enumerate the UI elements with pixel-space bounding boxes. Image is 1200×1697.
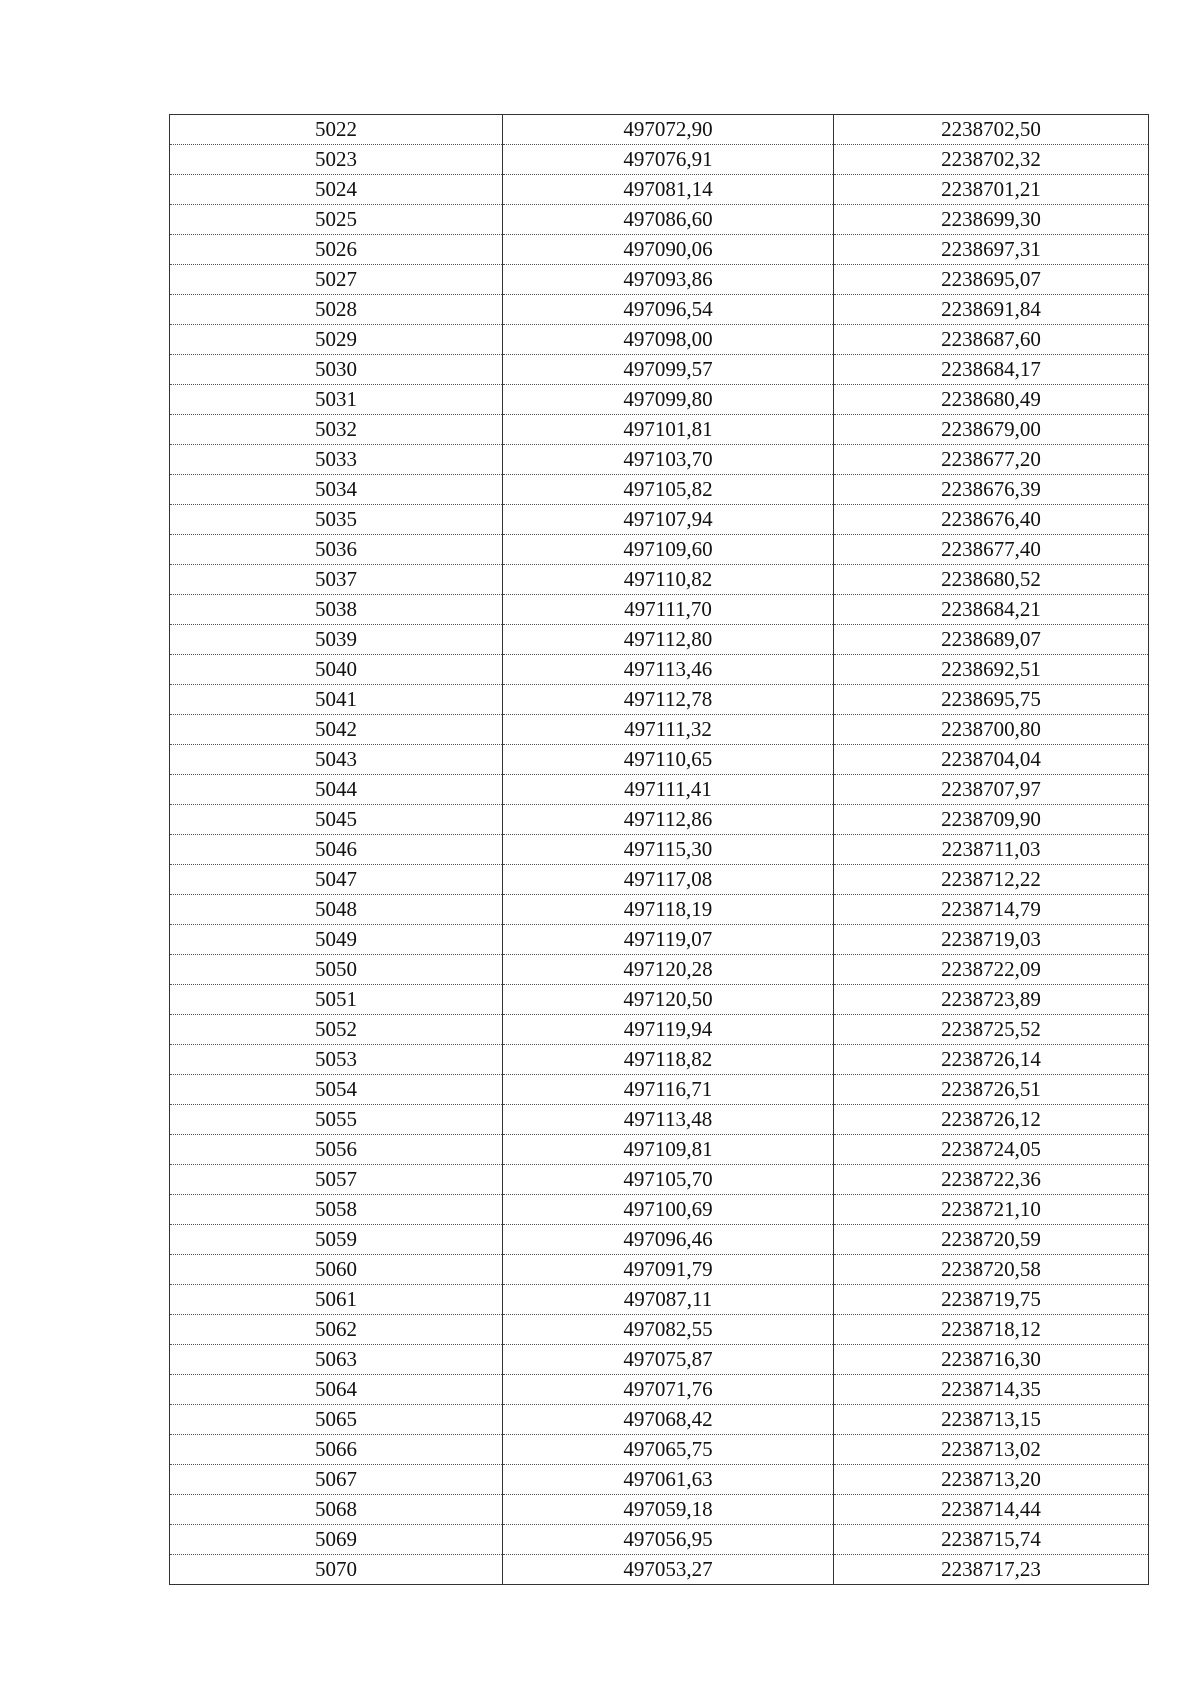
y-coordinate-cell: 2238719,75 [834,1285,1149,1315]
x-coordinate-cell: 497076,91 [503,145,834,175]
x-coordinate-cell: 497105,82 [503,475,834,505]
table-row [170,1345,1149,1375]
table-row [170,1465,1149,1495]
x-coordinate-cell: 497100,69 [503,1195,834,1225]
point-number-cell: 5068 [170,1495,503,1525]
table-row [170,1135,1149,1165]
table-row [170,1105,1149,1135]
table-row [170,775,1149,805]
table-row [170,1015,1149,1045]
table-row [170,745,1149,775]
point-number-cell: 5050 [170,955,503,985]
y-coordinate-cell: 2238689,07 [834,625,1149,655]
y-coordinate-cell: 2238726,12 [834,1105,1149,1135]
x-coordinate-cell: 497087,11 [503,1285,834,1315]
y-coordinate-cell: 2238712,22 [834,865,1149,895]
y-coordinate-cell: 2238676,39 [834,475,1149,505]
point-number-cell: 5047 [170,865,503,895]
point-number-cell: 5044 [170,775,503,805]
point-number-cell: 5023 [170,145,503,175]
point-number-cell: 5058 [170,1195,503,1225]
point-number-cell: 5051 [170,985,503,1015]
y-coordinate-cell: 2238701,21 [834,175,1149,205]
x-coordinate-cell: 497105,70 [503,1165,834,1195]
table-row [170,1315,1149,1345]
x-coordinate-cell: 497112,86 [503,805,834,835]
table-row [170,265,1149,295]
point-number-cell: 5038 [170,595,503,625]
y-coordinate-cell: 2238711,03 [834,835,1149,865]
x-coordinate-cell: 497112,80 [503,625,834,655]
x-coordinate-cell: 497059,18 [503,1495,834,1525]
point-number-cell: 5057 [170,1165,503,1195]
table-row [170,535,1149,565]
point-number-cell: 5022 [170,115,503,145]
point-number-cell: 5061 [170,1285,503,1315]
point-number-cell: 5053 [170,1045,503,1075]
table-row [170,1375,1149,1405]
point-number-cell: 5033 [170,445,503,475]
x-coordinate-cell: 497081,14 [503,175,834,205]
table-row [170,1255,1149,1285]
point-number-cell: 5045 [170,805,503,835]
table-row [170,1165,1149,1195]
y-coordinate-cell: 2238680,49 [834,385,1149,415]
x-coordinate-cell: 497109,60 [503,535,834,565]
y-coordinate-cell: 2238702,32 [834,145,1149,175]
table-row [170,175,1149,205]
x-coordinate-cell: 497096,54 [503,295,834,325]
table-row [170,925,1149,955]
table-row [170,1405,1149,1435]
x-coordinate-cell: 497115,30 [503,835,834,865]
point-number-cell: 5024 [170,175,503,205]
point-number-cell: 5064 [170,1375,503,1405]
y-coordinate-cell: 2238684,21 [834,595,1149,625]
point-number-cell: 5031 [170,385,503,415]
x-coordinate-cell: 497109,81 [503,1135,834,1165]
point-number-cell: 5043 [170,745,503,775]
y-coordinate-cell: 2238699,30 [834,205,1149,235]
y-coordinate-cell: 2238726,14 [834,1045,1149,1075]
point-number-cell: 5035 [170,505,503,535]
table-row [170,1495,1149,1525]
point-number-cell: 5027 [170,265,503,295]
y-coordinate-cell: 2238713,20 [834,1465,1149,1495]
y-coordinate-cell: 2238723,89 [834,985,1149,1015]
x-coordinate-cell: 497103,70 [503,445,834,475]
table-row [170,625,1149,655]
table-row [170,385,1149,415]
x-coordinate-cell: 497082,55 [503,1315,834,1345]
point-number-cell: 5028 [170,295,503,325]
y-coordinate-cell: 2238697,31 [834,235,1149,265]
point-number-cell: 5025 [170,205,503,235]
table-row [170,715,1149,745]
point-number-cell: 5030 [170,355,503,385]
x-coordinate-cell: 497118,82 [503,1045,834,1075]
y-coordinate-cell: 2238707,97 [834,775,1149,805]
table-row [170,1525,1149,1555]
table-row [170,685,1149,715]
table-row [170,1555,1149,1585]
point-number-cell: 5063 [170,1345,503,1375]
table-row [170,205,1149,235]
point-number-cell: 5065 [170,1405,503,1435]
table-row [170,655,1149,685]
table-row [170,325,1149,355]
point-number-cell: 5032 [170,415,503,445]
x-coordinate-cell: 497072,90 [503,115,834,145]
x-coordinate-cell: 497113,48 [503,1105,834,1135]
point-number-cell: 5048 [170,895,503,925]
x-coordinate-cell: 497061,63 [503,1465,834,1495]
y-coordinate-cell: 2238676,40 [834,505,1149,535]
table-row [170,1075,1149,1105]
x-coordinate-cell: 497116,71 [503,1075,834,1105]
x-coordinate-cell: 497065,75 [503,1435,834,1465]
y-coordinate-cell: 2238725,52 [834,1015,1149,1045]
table-row [170,355,1149,385]
y-coordinate-cell: 2238719,03 [834,925,1149,955]
x-coordinate-cell: 497111,70 [503,595,834,625]
table-row [170,1225,1149,1255]
point-number-cell: 5026 [170,235,503,265]
point-number-cell: 5049 [170,925,503,955]
x-coordinate-cell: 497120,28 [503,955,834,985]
point-number-cell: 5066 [170,1435,503,1465]
y-coordinate-cell: 2238714,79 [834,895,1149,925]
y-coordinate-cell: 2238677,40 [834,535,1149,565]
y-coordinate-cell: 2238714,35 [834,1375,1149,1405]
coordinates-table-body [170,115,1149,1585]
x-coordinate-cell: 497068,42 [503,1405,834,1435]
table-row [170,595,1149,625]
y-coordinate-cell: 2238722,36 [834,1165,1149,1195]
y-coordinate-cell: 2238702,50 [834,115,1149,145]
point-number-cell: 5039 [170,625,503,655]
y-coordinate-cell: 2238720,59 [834,1225,1149,1255]
table-row [170,415,1149,445]
x-coordinate-cell: 497110,82 [503,565,834,595]
y-coordinate-cell: 2238713,02 [834,1435,1149,1465]
x-coordinate-cell: 497107,94 [503,505,834,535]
x-coordinate-cell: 497111,41 [503,775,834,805]
x-coordinate-cell: 497075,87 [503,1345,834,1375]
y-coordinate-cell: 2238714,44 [834,1495,1149,1525]
y-coordinate-cell: 2238695,07 [834,265,1149,295]
x-coordinate-cell: 497120,50 [503,985,834,1015]
y-coordinate-cell: 2238704,04 [834,745,1149,775]
y-coordinate-cell: 2238715,74 [834,1525,1149,1555]
point-number-cell: 5067 [170,1465,503,1495]
coordinates-table [169,114,1149,1585]
table-row [170,445,1149,475]
point-number-cell: 5046 [170,835,503,865]
point-number-cell: 5069 [170,1525,503,1555]
table-row [170,835,1149,865]
x-coordinate-cell: 497086,60 [503,205,834,235]
table-row [170,565,1149,595]
table-row [170,895,1149,925]
y-coordinate-cell: 2238691,84 [834,295,1149,325]
x-coordinate-cell: 497118,19 [503,895,834,925]
x-coordinate-cell: 497101,81 [503,415,834,445]
y-coordinate-cell: 2238720,58 [834,1255,1149,1285]
point-number-cell: 5034 [170,475,503,505]
point-number-cell: 5054 [170,1075,503,1105]
point-number-cell: 5070 [170,1555,503,1585]
y-coordinate-cell: 2238713,15 [834,1405,1149,1435]
y-coordinate-cell: 2238680,52 [834,565,1149,595]
table-row [170,235,1149,265]
table-row [170,985,1149,1015]
y-coordinate-cell: 2238695,75 [834,685,1149,715]
y-coordinate-cell: 2238700,80 [834,715,1149,745]
x-coordinate-cell: 497053,27 [503,1555,834,1585]
x-coordinate-cell: 497119,94 [503,1015,834,1045]
x-coordinate-cell: 497056,95 [503,1525,834,1555]
x-coordinate-cell: 497111,32 [503,715,834,745]
y-coordinate-cell: 2238687,60 [834,325,1149,355]
table-row [170,115,1149,145]
table-row [170,805,1149,835]
y-coordinate-cell: 2238684,17 [834,355,1149,385]
y-coordinate-cell: 2238692,51 [834,655,1149,685]
y-coordinate-cell: 2238726,51 [834,1075,1149,1105]
y-coordinate-cell: 2238722,09 [834,955,1149,985]
point-number-cell: 5052 [170,1015,503,1045]
x-coordinate-cell: 497098,00 [503,325,834,355]
table-row [170,1045,1149,1075]
y-coordinate-cell: 2238716,30 [834,1345,1149,1375]
table-row [170,955,1149,985]
x-coordinate-cell: 497117,08 [503,865,834,895]
x-coordinate-cell: 497119,07 [503,925,834,955]
point-number-cell: 5055 [170,1105,503,1135]
x-coordinate-cell: 497112,78 [503,685,834,715]
x-coordinate-cell: 497096,46 [503,1225,834,1255]
table-row [170,1285,1149,1315]
point-number-cell: 5029 [170,325,503,355]
point-number-cell: 5041 [170,685,503,715]
point-number-cell: 5060 [170,1255,503,1285]
x-coordinate-cell: 497091,79 [503,1255,834,1285]
x-coordinate-cell: 497090,06 [503,235,834,265]
point-number-cell: 5059 [170,1225,503,1255]
x-coordinate-cell: 497071,76 [503,1375,834,1405]
table-row [170,1195,1149,1225]
table-row [170,1435,1149,1465]
point-number-cell: 5040 [170,655,503,685]
x-coordinate-cell: 497113,46 [503,655,834,685]
y-coordinate-cell: 2238724,05 [834,1135,1149,1165]
y-coordinate-cell: 2238717,23 [834,1555,1149,1585]
point-number-cell: 5056 [170,1135,503,1165]
y-coordinate-cell: 2238721,10 [834,1195,1149,1225]
x-coordinate-cell: 497110,65 [503,745,834,775]
x-coordinate-cell: 497099,80 [503,385,834,415]
point-number-cell: 5062 [170,1315,503,1345]
table-row [170,505,1149,535]
table-row [170,145,1149,175]
point-number-cell: 5042 [170,715,503,745]
table-row [170,475,1149,505]
point-number-cell: 5036 [170,535,503,565]
table-row [170,295,1149,325]
table-row [170,865,1149,895]
point-number-cell: 5037 [170,565,503,595]
y-coordinate-cell: 2238709,90 [834,805,1149,835]
y-coordinate-cell: 2238679,00 [834,415,1149,445]
x-coordinate-cell: 497099,57 [503,355,834,385]
y-coordinate-cell: 2238718,12 [834,1315,1149,1345]
y-coordinate-cell: 2238677,20 [834,445,1149,475]
x-coordinate-cell: 497093,86 [503,265,834,295]
